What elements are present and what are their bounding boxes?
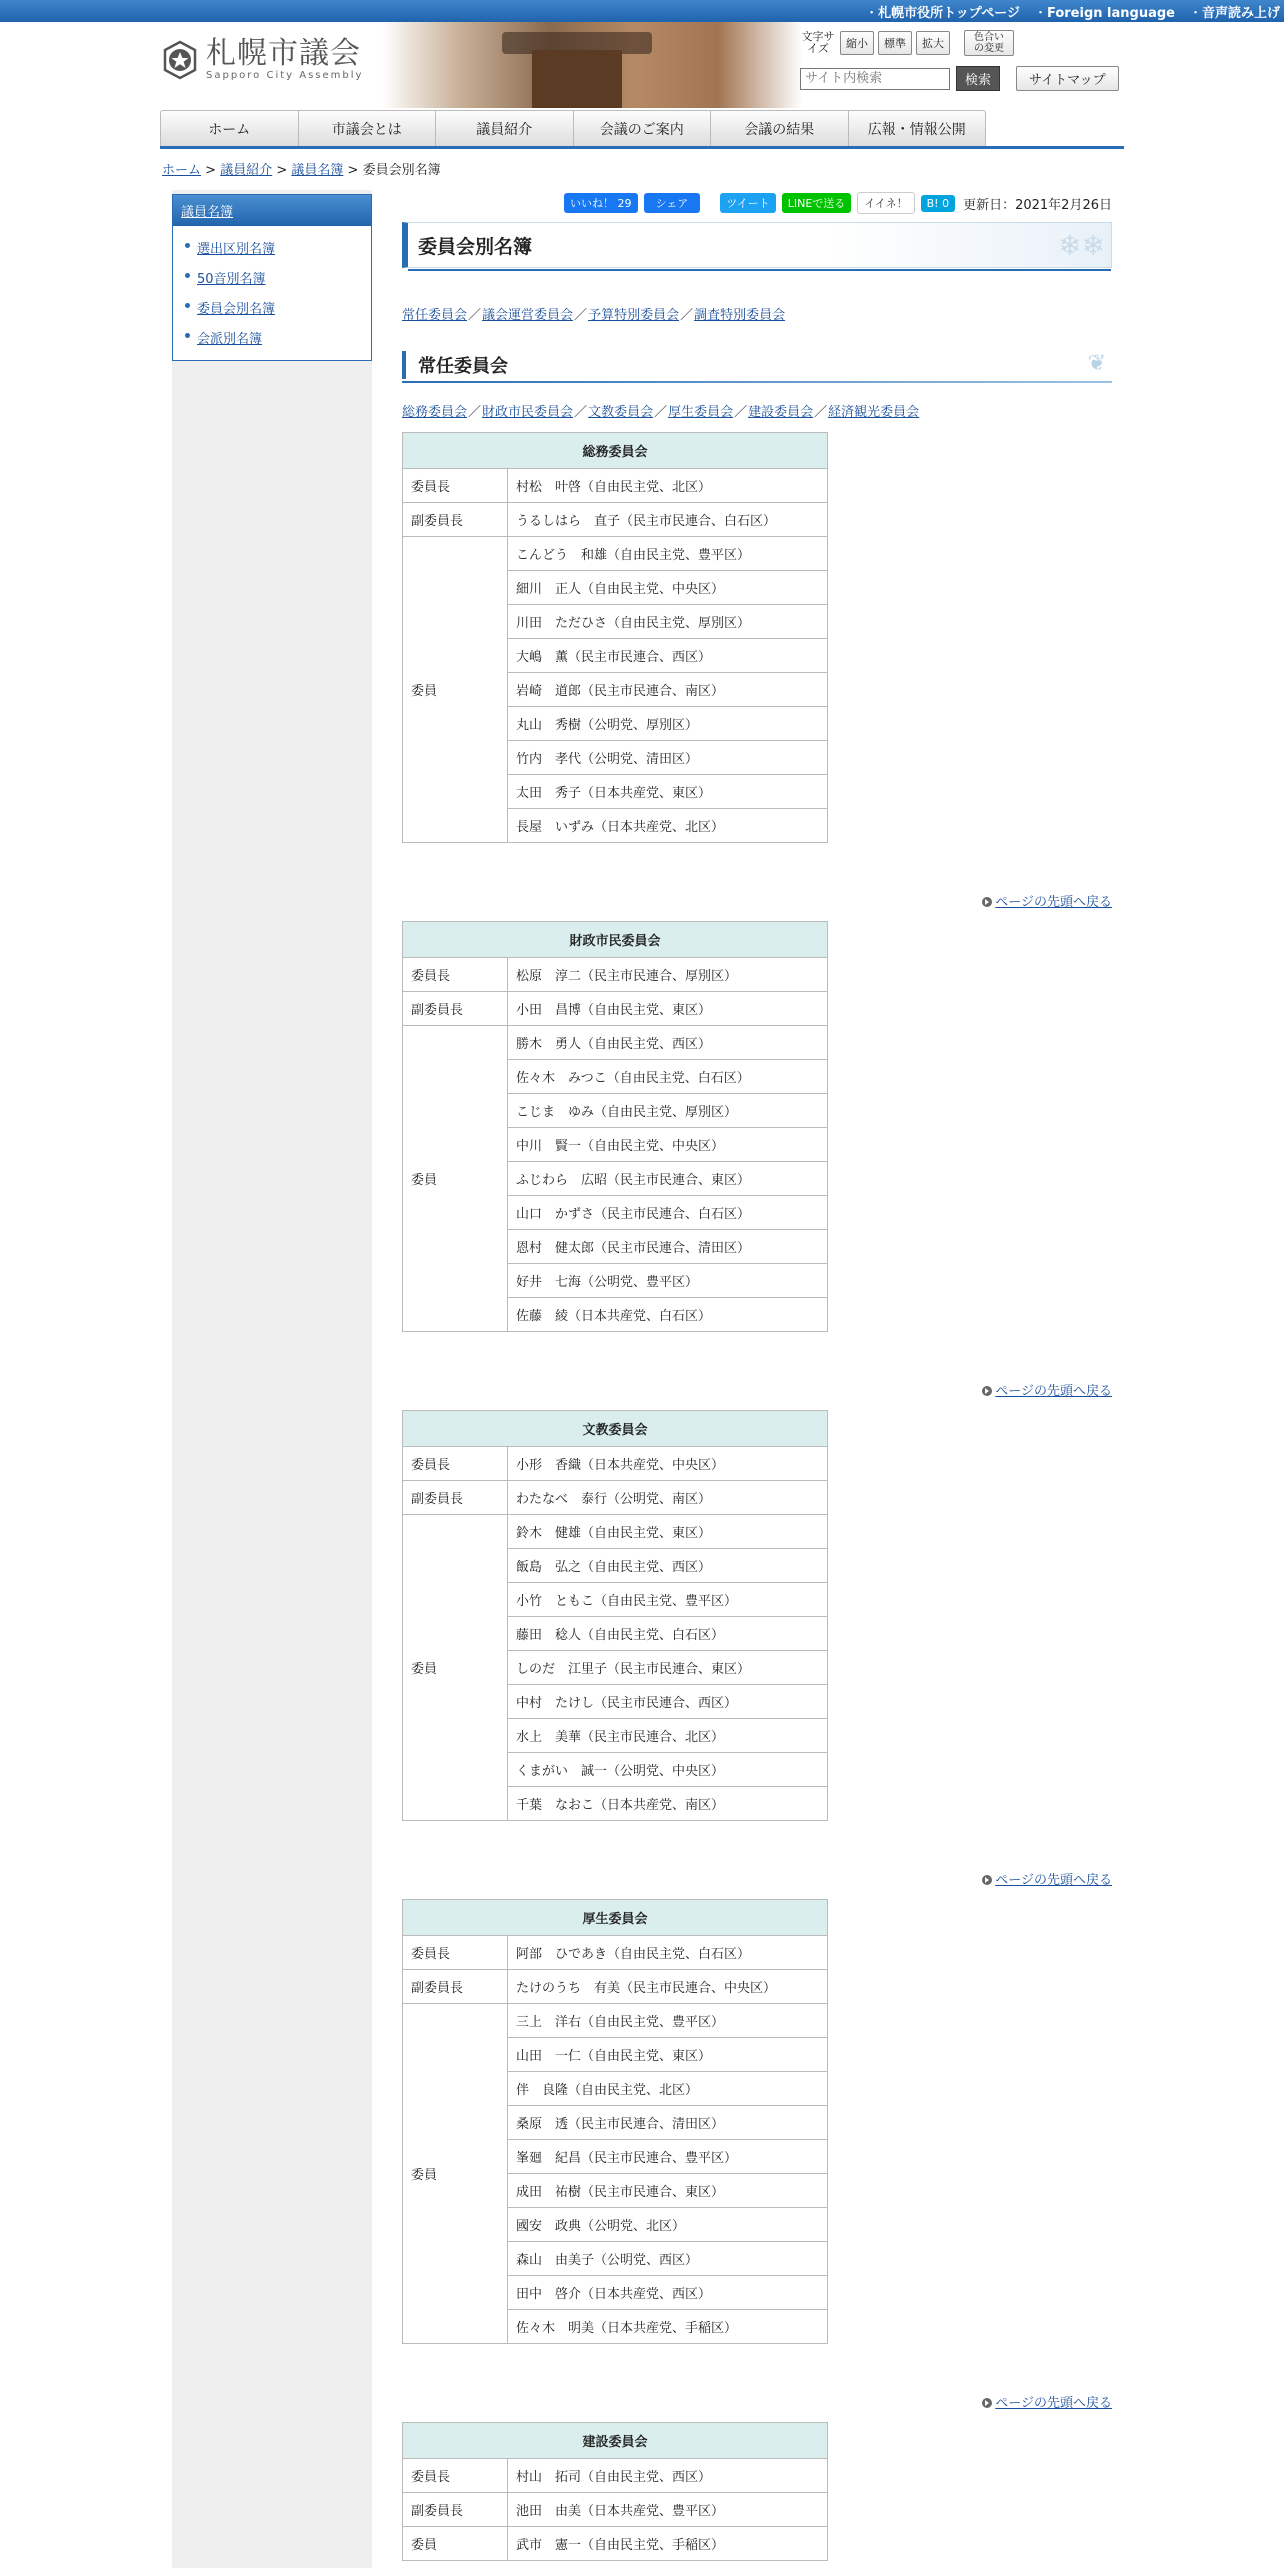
chair-name: 松原 淳二（民主市民連合、厚別区） bbox=[508, 958, 828, 992]
back-to-top-link[interactable]: ページの先頭へ戻る bbox=[995, 1873, 1112, 1888]
back-to-top bbox=[402, 891, 1112, 909]
chair-name: 阿部 ひであき（自由民主党、白石区） bbox=[508, 1936, 828, 1970]
member-name: 好井 七海（公明党、豊平区） bbox=[508, 1264, 828, 1298]
link-separator: ／ bbox=[468, 405, 482, 420]
role-vice-chair: 副委員長 bbox=[403, 1970, 508, 2004]
committee-name: 文教委員会 bbox=[403, 1411, 828, 1447]
sidebar-item-faction[interactable]: 会派別名簿 bbox=[197, 332, 263, 347]
member-name: こんどう 和雄（自由民主党、豊平区） bbox=[508, 537, 828, 571]
member-name: 太田 秀子（日本共産党、東区） bbox=[508, 775, 828, 809]
link-separator: ／ bbox=[680, 308, 694, 323]
committee-link-1[interactable]: 財政市民委員会 bbox=[482, 405, 574, 420]
font-normal-button[interactable]: 標準 bbox=[878, 31, 912, 55]
font-small-button[interactable]: 縮小 bbox=[840, 31, 874, 55]
vice-chair-name: 小田 昌博（自由民主党、東区） bbox=[508, 992, 828, 1026]
role-vice-chair: 副委員長 bbox=[403, 2493, 508, 2527]
member-name: 佐々木 みつこ（自由民主党、白石区） bbox=[508, 1060, 828, 1094]
member-name: 武市 憲一（自由民主党、手稲区） bbox=[508, 2527, 828, 2561]
member-name: 岩崎 道郎（民主市民連合、南区） bbox=[508, 673, 828, 707]
line-button[interactable]: LINEで送る bbox=[782, 193, 852, 213]
committee-table bbox=[402, 1899, 828, 2344]
member-name: 勝木 勇人（自由民主党、西区） bbox=[508, 1026, 828, 1060]
back-to-top bbox=[402, 1869, 1112, 1887]
nav-home[interactable]: ホーム bbox=[161, 111, 299, 147]
sidebar bbox=[172, 194, 372, 361]
vice-chair-name: うるしはら 直子（民主市民連合、白石区） bbox=[508, 503, 828, 537]
snowflake-icon: ❄❄ bbox=[1058, 229, 1105, 262]
committee-name: 建設委員会 bbox=[403, 2423, 828, 2459]
member-name: 佐藤 綾（日本共産党、白石区） bbox=[508, 1298, 828, 1332]
member-name: 中村 たけし（民主市民連合、西区） bbox=[508, 1685, 828, 1719]
committee-table bbox=[402, 921, 828, 1332]
member-name: 山口 かずさ（民主市民連合、白石区） bbox=[508, 1196, 828, 1230]
main-content bbox=[402, 192, 1112, 2561]
member-name: 佐々木 明美（日本共産党、手稲区） bbox=[508, 2310, 828, 2344]
top-bar bbox=[0, 0, 1284, 22]
member-name: 峯廻 紀昌（民主市民連合、豊平区） bbox=[508, 2140, 828, 2174]
anchor-link-3[interactable]: 調査特別委員会 bbox=[694, 308, 786, 323]
back-to-top bbox=[402, 2392, 1112, 2410]
social-buttons bbox=[402, 192, 1112, 214]
member-name: 三上 洋右（自由民主党、豊平区） bbox=[508, 2004, 828, 2038]
search-button[interactable]: 検索 bbox=[956, 66, 1000, 91]
nav-underline bbox=[160, 146, 1124, 149]
member-name: 中川 賢一（自由民主党、中央区） bbox=[508, 1128, 828, 1162]
link-separator: ／ bbox=[814, 405, 828, 420]
nav-pr[interactable]: 広報・情報公開 bbox=[867, 122, 966, 138]
anchor-link-1[interactable]: 議会運営委員会 bbox=[482, 308, 574, 323]
city-top-link[interactable]: ・ 札幌市役所トップページ bbox=[865, 2, 1020, 21]
breadcrumb-intro[interactable]: 議員紹介 bbox=[220, 163, 273, 178]
sidebar-item-district[interactable]: 選出区別名簿 bbox=[197, 242, 276, 257]
vice-chair-name: 池田 由美（日本共産党、豊平区） bbox=[508, 2493, 828, 2527]
page-title: 委員会別名簿 bbox=[418, 235, 533, 258]
link-separator: ／ bbox=[574, 308, 588, 323]
section-heading bbox=[402, 351, 1112, 379]
member-name: 桑原 透（民主市民連合、清田区） bbox=[508, 2106, 828, 2140]
nav-about[interactable]: 市議会とは bbox=[299, 111, 437, 147]
breadcrumb-home[interactable]: ホーム bbox=[162, 163, 202, 178]
chair-name: 小形 香織（日本共産党、中央区） bbox=[508, 1447, 828, 1481]
member-name: 長屋 いずみ（日本共産党、北区） bbox=[508, 809, 828, 843]
global-nav bbox=[160, 110, 986, 148]
header bbox=[160, 22, 1124, 112]
sidebar-item-committee[interactable]: 委員会別名簿 bbox=[197, 302, 276, 317]
chair-name: 村山 拓司（自由民主党、西区） bbox=[508, 2459, 828, 2493]
member-name: 大嶋 薫（民主市民連合、西区） bbox=[508, 639, 828, 673]
link-separator: ／ bbox=[654, 405, 668, 420]
arrow-circle-icon bbox=[982, 897, 992, 907]
member-name: 千葉 なおこ（日本共産党、南区） bbox=[508, 1787, 828, 1821]
member-name: 竹内 孝代（公明党、清田区） bbox=[508, 741, 828, 775]
member-name: 小竹 ともこ（自由民主党、豊平区） bbox=[508, 1583, 828, 1617]
role-member: 委員 bbox=[403, 1515, 508, 1821]
arrow-circle-icon bbox=[982, 1875, 992, 1885]
role-member: 委員 bbox=[403, 2527, 508, 2561]
member-name: 恩村 健太郎（民主市民連合、清田区） bbox=[508, 1230, 828, 1264]
member-name: 田中 啓介（日本共産党、西区） bbox=[508, 2276, 828, 2310]
anchor-link-0[interactable]: 常任委員会 bbox=[402, 308, 468, 323]
vice-chair-name: わたなべ 泰行（公明党、南区） bbox=[508, 1481, 828, 1515]
committee-table bbox=[402, 432, 828, 843]
role-vice-chair: 副委員長 bbox=[403, 503, 508, 537]
vice-chair-name: たけのうち 有美（民主市民連合、中央区） bbox=[508, 1970, 828, 2004]
member-name: 川田 ただひさ（自由民主党、厚別区） bbox=[508, 605, 828, 639]
nav-results[interactable]: 会議の結果 bbox=[711, 111, 849, 147]
member-name: 藤田 稔人（自由民主党、白石区） bbox=[508, 1617, 828, 1651]
arrow-circle-icon bbox=[982, 1386, 992, 1396]
committee-table bbox=[402, 1410, 828, 1821]
sidebar-item-alphabetical[interactable]: 50音別名簿 bbox=[197, 272, 266, 287]
page-title-box bbox=[402, 222, 1112, 268]
member-name: くまがい 誠一（公明党、中央区） bbox=[508, 1753, 828, 1787]
breadcrumb: ホーム > 議員紹介 > 議員名簿 > 委員会別名簿 bbox=[162, 163, 441, 178]
breadcrumb-current: 委員会別名簿 bbox=[362, 163, 441, 178]
anchor-link-2[interactable]: 予算特別委員会 bbox=[588, 308, 680, 323]
role-member: 委員 bbox=[403, 537, 508, 843]
member-name: 飯島 弘之（自由民主党、西区） bbox=[508, 1549, 828, 1583]
role-vice-chair: 副委員長 bbox=[403, 992, 508, 1026]
facebook-like-button[interactable]: いいね！ 29 bbox=[564, 193, 638, 213]
member-name: 森山 由美子（公明党、西区） bbox=[508, 2242, 828, 2276]
nav-meetings[interactable]: 会議のご案内 bbox=[574, 111, 712, 147]
section-title: 常任委員会 bbox=[418, 356, 508, 377]
updated-date: 更新日：2021年2月26日 bbox=[963, 197, 1112, 213]
header-photo bbox=[382, 22, 802, 108]
member-name: 水上 美華（民主市民連合、北区） bbox=[508, 1719, 828, 1753]
role-member: 委員 bbox=[403, 2004, 508, 2344]
hatena-bookmark-button[interactable]: B! 0 bbox=[921, 195, 955, 212]
leaf-icon: ❦ bbox=[1087, 351, 1106, 376]
back-to-top-link[interactable]: ページの先頭へ戻る bbox=[995, 1384, 1112, 1399]
back-to-top bbox=[402, 1380, 1112, 1398]
tweet-button[interactable]: ツイート bbox=[720, 193, 775, 213]
arrow-circle-icon bbox=[982, 2398, 992, 2408]
member-name: 丸山 秀樹（公明党、厚別区） bbox=[508, 707, 828, 741]
link-separator: ／ bbox=[734, 405, 748, 420]
font-large-button[interactable]: 拡大 bbox=[916, 31, 950, 55]
site-logo[interactable] bbox=[160, 38, 363, 81]
back-to-top-link[interactable]: ページの先頭へ戻る bbox=[995, 2396, 1112, 2411]
site-search-input[interactable] bbox=[800, 68, 950, 90]
search-row bbox=[800, 66, 1119, 91]
breadcrumb-list[interactable]: 議員名簿 bbox=[291, 163, 344, 178]
committee-tables bbox=[402, 432, 1112, 2561]
role-chair: 委員長 bbox=[403, 1447, 508, 1481]
committee-link-2[interactable]: 文教委員会 bbox=[588, 405, 654, 420]
member-name: 鈴木 健雄（自由民主党、東区） bbox=[508, 1515, 828, 1549]
member-name: 伴 良隆（自由民主党、北区） bbox=[508, 2072, 828, 2106]
role-chair: 委員長 bbox=[403, 958, 508, 992]
font-size-controls bbox=[800, 30, 1014, 56]
member-name: 細川 正人（自由民主党、中央区） bbox=[508, 571, 828, 605]
committee-table bbox=[402, 2422, 828, 2561]
chair-name: 村松 叶啓（自由民主党、北区） bbox=[508, 469, 828, 503]
committee-name: 財政市民委員会 bbox=[403, 922, 828, 958]
committee-link-0[interactable]: 総務委員会 bbox=[402, 405, 468, 420]
top-links bbox=[865, 0, 1284, 22]
member-name: しのだ 江里子（民主市民連合、東区） bbox=[508, 1651, 828, 1685]
role-chair: 委員長 bbox=[403, 1936, 508, 1970]
member-name: 國安 政典（公明党、北区） bbox=[508, 2208, 828, 2242]
role-chair: 委員長 bbox=[403, 469, 508, 503]
committee-name: 総務委員会 bbox=[403, 433, 828, 469]
logo-subtitle: Sapporo City Assembly bbox=[206, 70, 364, 81]
role-member: 委員 bbox=[403, 1026, 508, 1332]
role-chair: 委員長 bbox=[403, 2459, 508, 2493]
sitemap-button[interactable]: サイトマップ bbox=[1016, 66, 1119, 91]
committee-name: 厚生委員会 bbox=[403, 1900, 828, 1936]
voice-reading-link[interactable]: ・ 音声読み上げ bbox=[1189, 2, 1280, 21]
foreign-language-link[interactable]: ・ Foreign language bbox=[1034, 2, 1175, 21]
sidebar-title[interactable]: 議員名簿 bbox=[173, 195, 371, 226]
nav-members[interactable]: 議員紹介 bbox=[436, 111, 574, 147]
role-vice-chair: 副委員長 bbox=[403, 1481, 508, 1515]
back-to-top-link[interactable]: ページの先頭へ戻る bbox=[995, 895, 1112, 910]
member-name: こじま ゆみ（自由民主党、厚別区） bbox=[508, 1094, 828, 1128]
committee-link-4[interactable]: 建設委員会 bbox=[748, 405, 814, 420]
color-change-button[interactable]: 色合いの変更 bbox=[964, 30, 1014, 56]
link-separator: ／ bbox=[468, 308, 482, 323]
sidebar-background bbox=[172, 190, 372, 2568]
member-name: ふじわら 広昭（民主市民連合、東区） bbox=[508, 1162, 828, 1196]
anchor-links bbox=[402, 304, 1112, 323]
committee-link-3[interactable]: 厚生委員会 bbox=[668, 405, 734, 420]
mixi-iine-button[interactable]: イイネ！ bbox=[857, 192, 914, 214]
committee-links bbox=[402, 401, 1112, 420]
member-name: 成田 祐樹（民主市民連合、東区） bbox=[508, 2174, 828, 2208]
facebook-share-button[interactable]: シェア bbox=[644, 193, 701, 213]
link-separator: ／ bbox=[574, 405, 588, 420]
city-emblem-icon bbox=[160, 40, 200, 80]
committee-link-5[interactable]: 経済観光委員会 bbox=[828, 405, 920, 420]
member-name: 山田 一仁（自由民主党、東区） bbox=[508, 2038, 828, 2072]
font-size-label: 文字サイズ bbox=[801, 30, 835, 55]
logo-title: 札幌市議会 bbox=[206, 36, 361, 71]
